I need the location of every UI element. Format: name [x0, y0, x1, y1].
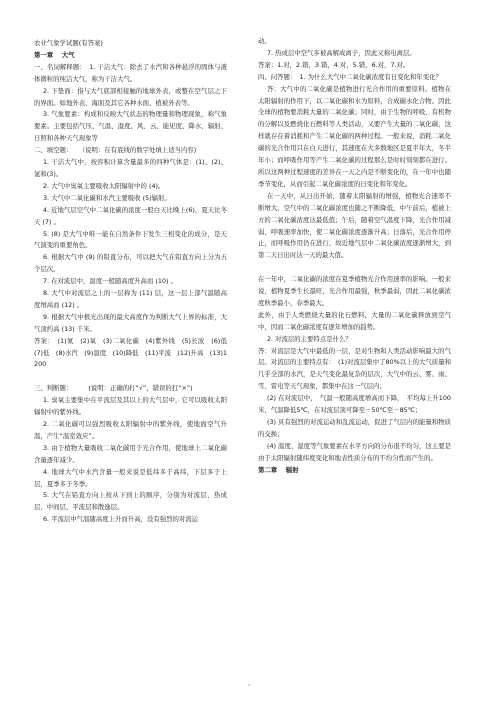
section-heading: 第一章 大气 [34, 50, 75, 59]
paragraph: 2. 二氧化碳可以强烈吸收太阳辐射中的紫外线，使地面空气升温，产生“温室效应”。 [34, 419, 227, 440]
paragraph: 在一天中，从日出开始，随着太阳辐射的增强，植物光合速率不断增大，空气中的二氧化碳浓度也随之不断降低，中午前后，植被上方的二氧化碳浓度达最低值；午后，随着空气温度下降，光合作用减弱，呼吸速率加快，使二氧化碳浓度逐渐升高；日落后，光合作用停止，而呼吸作用仍在进行，故近地气层中二氧化碳浓度逐渐增大，到第二天日出时达一天的最大值。 [258, 191, 451, 260]
paragraph: 四、问答题： 1. 为什么大气中二氧化碳浓度有日变化和年变化？ [258, 72, 442, 81]
paragraph: 5. (8) 是大气中唯一能在自然条件下发生三相变化的成分，是天气演变的重要角色。 [34, 229, 227, 250]
paragraph: 答：大气中的二氧化碳是植物进行光合作用的重要原料。植物在太阳辐射的作用下，以二氧化碳和水为原料，合成碳水化合物。因此全球的植物要消耗大量的二氧化碳；同时，由于生物的呼吸、有机物的分解以及燃烧化石燃料等人类活动，又要产生大量的二氧化碳，这样就存在着消耗和产生二氧化碳的两种过程。一般来说，消耗二氧化碳的光合作用只在白天进行，其速度在大多数地区是夏半年大，冬半年小；而呼吸作用等产生二氧化碳的过程那么是时时刻刻都在进行。所以这两种过程速度的差异在一天之内是不断变化的，在一年中也随季节变化，从而引起二氧化碳浓度的日变化和年变化。 [258, 84, 451, 188]
paragraph: (3) 具有强烈的对流运动和乱流运动，促进了气层内的能量和物质的交换； [258, 417, 451, 438]
paragraph: 6. 平流层中气温随高度上升而升高，没有强烈的对流运 [42, 515, 199, 524]
paragraph: 3. 气象要素：构成和反映大气状态的物理量和物理现象，称气象要素。主要包括气压、气温、湿度、风、云、能见度、降水、辐射、日照和各种天气现象等 [34, 110, 227, 143]
paragraph: 6. 根据大气中 (9) 的铅直分布，可以把大气在铅直方向上分为五个层次。 [34, 253, 227, 274]
blank-line [34, 371, 227, 383]
paragraph: 7. 在对流层中，温度一般随高度升高而 (10) 。 [42, 277, 177, 286]
paragraph: 8. 大气中对流层之上的一层称为 (11) 层，这一层上部气温随高度增高而 (12) 。 [34, 289, 227, 309]
paragraph: (4) 温度、湿度等气象要素在水平方向的分布很不均匀，这主要是由于太阳辐射随纬度变化和地表性质分布的不均匀性而产生的。 [258, 441, 451, 462]
paragraph: 二、填空题： （说明：在有底线的数字处填上适当内容) [34, 146, 197, 155]
paragraph: 5. 大气在铅直方向上按从下到上的顺序，分别为对流层、热成层、中间层、平流层和散逸层。 [34, 491, 227, 512]
paragraph: 一、名词解释题： 1. 干洁大气：除去了水汽和各种悬浮的固体与液体微粒的纯洁大气，称为干洁大气。 [34, 62, 227, 83]
paragraph: 4. 近地气层空气中二氧化碳的浓度一般白天比晚上(6)，夏天比冬天 (7) 。 [34, 205, 227, 226]
paragraph: 1. 干洁大气中，按容积计算含量最多的四种气体是：(1)、(2)、氩和(3)。 [34, 158, 227, 178]
paragraph: (2) 在对流层中， 气温一般随高度增高而下降， 平均每上升100米，气温降低5℃，在对流层顶可降至－50℃至－85℃； [258, 394, 451, 415]
paragraph: 农业气象学试题(有答案) [34, 39, 103, 47]
section-heading: 第二章 辐射 [258, 465, 299, 474]
paragraph: 在一年中，二氧化碳的浓度在夏季植物光合作用速率的影响。一般来说，植物夏季生长最旺，光合作用最强，秋季最弱，因此二氧化碳浓度秋季最小，春季最大。 [258, 275, 451, 307]
paragraph: 4. 地球大气中水汽含量一般来说是低纬多于高纬，下层多于上层，夏季多于冬季。 [34, 467, 227, 488]
paragraph: 动。 [258, 37, 271, 45]
paragraph: 答案： (1)氮 (2)氧 (3)二氧化碳 (4)紫外线 (5)长波 (6)低 (7)低 (8)水汽 (9)温度 (10)降低 (11)平流 (12)升高 (13)1200 [34, 336, 234, 369]
paragraph: 3. 大气中二氧化碳和水汽主要吸收 (5)辐射。 [42, 193, 171, 202]
paragraph: 2. 下垫面：指与大气底部相接触的地球外表，或整在空气层之下的界面。如地外表、海面及其它各种水面、植被外表等。 [34, 86, 227, 107]
left-column [34, 38, 234, 526]
paragraph: 3. 由于植物大量吸收二氧化碳用于光合作用，使地球上二氧化碳含量逐年减少。 [34, 443, 227, 464]
paragraph: 2. 大气中臭氧主要吸收太阳辐射中的 (4)。 [42, 181, 165, 190]
paragraph: 2. 对流层的主要特点是什么？ [266, 334, 352, 343]
blank-line [258, 262, 451, 274]
paragraph: 1. 臭氧主要集中在平流层及其以上的大气层中，它可以吸收太阳辐射中的紫外线。 [34, 396, 227, 417]
paragraph: 答：对流层是大气中最低的一层，是对生物和人类活动影响最大的气层。对流层的主要特点有： (1)对流层集中了80%以上的大气质量和几乎全部的水汽，是天气变化最复杂的层次，大气中的云、雾、雨、雪、雷电等天气现象，都集中在这一气层内； [258, 346, 451, 391]
paragraph: 9. 根据大气中极光出现的最大高度作为判断大气上界的标准，大气顶约高 (13) 千米。 [34, 312, 227, 333]
right-column [258, 36, 451, 477]
paragraph: 三、判断题： (说明：正确的打“√”，错误的打“×”) [34, 384, 193, 393]
page-footer-dot [248, 684, 250, 686]
paragraph: 答案：1.对，2.错，3.错，4.对，5.错，6.对，7.对。 [258, 60, 410, 69]
paragraph: 7. 热成层中空气多被高解成离子，因此又称电离层。 [266, 48, 416, 57]
paragraph: 此外，由于人类燃烧大量的化石燃料，大量的二氧化碳释放到空气中，因而二氧化碳浓度有逐年增加的趋势。 [258, 310, 451, 331]
